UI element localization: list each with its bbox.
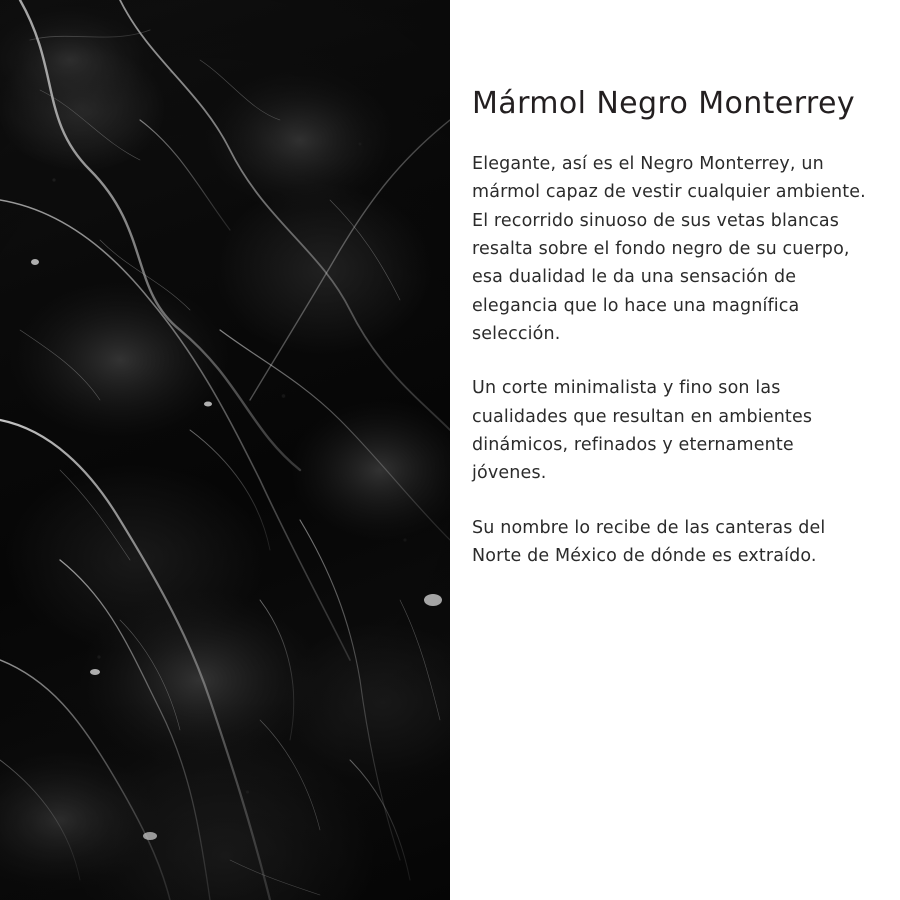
page-title: Mármol Negro Monterrey xyxy=(472,86,855,121)
description-paragraph-3: Su nombre lo recibe de las canteras del Norte de México de dónde es extraído. xyxy=(472,517,826,567)
description-paragraph-2: Un corte minimalista y fino son las cualidades que resultan en ambientes dinámicos, refinados y eternamente jóvenes. xyxy=(472,378,813,484)
text-panel xyxy=(450,0,900,900)
description-paragraph-1: Elegante, así es el Negro Monterrey, un mármol capaz de vestir cualquier ambiente. El recorrido sinuoso de sus vetas blancas resalta sobre el fondo negro de su cuerpo, esa dualidad le da una sensación de elegancia que lo hace una magnífica selección. xyxy=(472,154,866,345)
description-body xyxy=(472,150,870,570)
